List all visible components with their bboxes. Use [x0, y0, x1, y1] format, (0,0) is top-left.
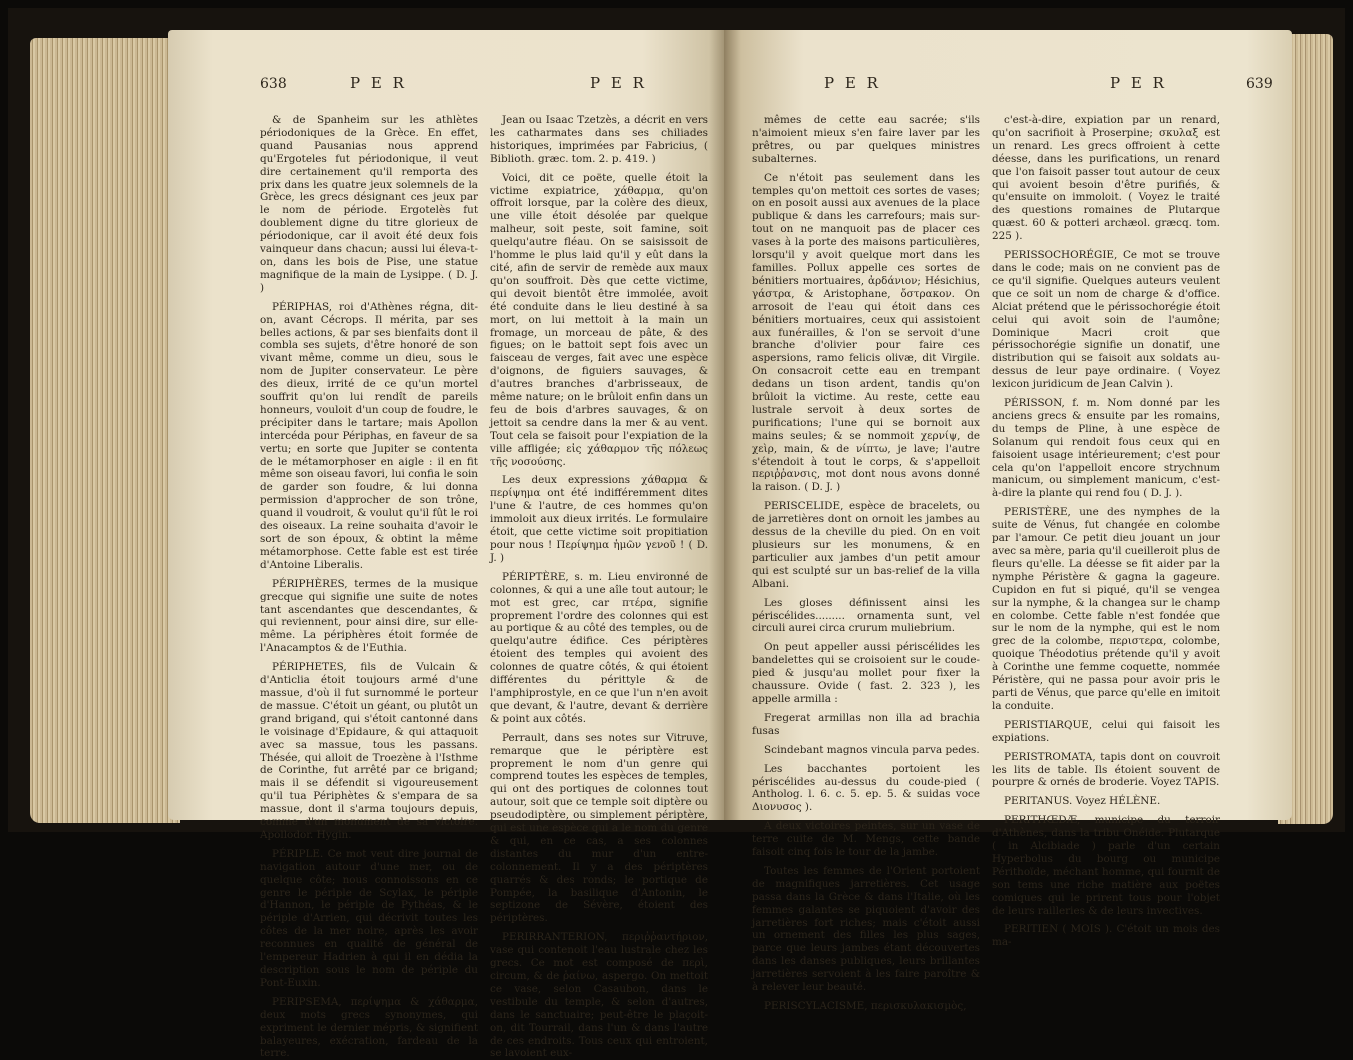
- open-book: [8, 8, 1345, 1060]
- left-page-edges: [30, 38, 180, 823]
- entry-paragraph: PÉRIPHAS, roi d'Athènes régna, dit-on, avant Cécrops. Il mérita, par ses belles actions, & par ses bienfaits dont il combla ses sujets, d'être honoré de son vivant même, comme un dieu, sous le nom de Jupiter conservateur. Le père des dieux, irrité de ce qu'un mortel souffrit qu'on lui rendît de pareils honneurs, vouloit d'un coup de foudre, le précipiter dans le tartare; mais Apollon intercéda pour Périphas, en faveur de sa vertu; en sorte que Jupiter se contenta de le métamorphoser en aigle : il en fit même son oiseau favori, lui confia le soin de garder son foudre, & lui donna permission d'approcher de son trône, quand il voudroit, & voulut qu'il fût le roi des oiseaux. La reine souhaita d'avoir le sort de son époux, & obtint la même métamorphose. Cette fable est est tirée d'Antoine Liberalis.: [260, 300, 478, 571]
- entry-paragraph: PERISSOCHORÉGIE, Ce mot se trouve dans le code; mais on ne convient pas de ce qu'il signifie. Quelques auteurs veulent que ce soit un nom de charge & d'office. Alciat prétend que le périssochorégie étoit celui qui avoit soin de l'aumône; Dominique Macri croit que périssochorégie signifie un donatif, une distribution qui se faisoit aux soldats au-dessus de leur paye ordinaire. ( Voyez lexicon juridicum de Jean Calvin ).: [992, 249, 1220, 391]
- entry-paragraph: Toutes les femmes de l'Orient portoient de magnifiques jarretières. Cet usage passa dans la Grèce & dans l'Italie, où les femmes galantes se piquoient d'avoir des jarretières fort riches; mais c'étoit aussi un ornement des filles les plus sages, parce que leurs jambes étant découvertes dans les danses publiques, leurs brillantes jarretières servoient à les faire paroître & à relever leur beauté.: [752, 864, 980, 994]
- running-head-left-1: P E R: [350, 74, 407, 92]
- entry-paragraph: & de Spanheim sur les athlètes périodoniques de la Grèce. En effet, quand Pausanias nous apprend qu'Ergoteles fut périodonique, il veut dire certainement qu'il remporta des prix dans les quatre jeux solemnels de la Grèce, les grecs désignant ces jeux par le nom de période. Ergotelès fut doublement digne du titre glorieux de périodonique, car il avoit été deux fois vainqueur dans chacun; aussi lui éleva-t-on, dans les bois de Pise, une statue magnifique de la main de Lysippe. ( D. J. ): [260, 114, 478, 294]
- entry-paragraph: PERISCELIDE, espèce de bracelets, ou de jarretières dont on ornoit les jambes au dessus de la cheville du pied. On en voit plusieurs sur les monumens, & en particulier aux jambes d'un petit amour qui est sculpté sur un bas-relief de la villa Albani.: [752, 500, 980, 590]
- entry-paragraph: PERITHŒDÆ, municipe du terroir d'Athènes, dans la tribu Onéide. Plutarque ( in Alcibiade ) parle d'un certain Hyperbolus du bourg ou municipe Périthoïde, méchant homme, qui fournit de son tems une riche matière aux poëtes comiques qui le prirent tous pour l'objet de leurs railleries & de leurs invectives.: [992, 814, 1220, 917]
- running-head-right-1: P E R: [824, 74, 881, 92]
- entry-paragraph: mêmes de cette eau sacrée; s'ils n'aimoient mieux s'en faire laver par les prêtres, ou par quelques ministres subalternes.: [752, 114, 980, 165]
- entry-paragraph: PERIPSEMA, περίψημα & χάθαρμα, deux mots grecs synonymes, qui expriment le dernier mépris, & signifient balayeures, exécration, fardeau de la terre.: [260, 995, 478, 1060]
- page-number-left: 638: [260, 76, 287, 92]
- entry-paragraph: PÉRIPHETES, fils de Vulcain & d'Anticlia étoit toujours armé d'une massue, d'où il fut surnommé le porteur de massue. C'étoit un géant, ou plutôt un grand brigand, qui s'étoit cantonné dans le voisinage d'Epidaure, & qui attaquoit avec sa massue, tous les passans. Thésée, qui alloit de Troezène à l'Isthme de Corinthe, fut arrêté par ce brigand; mais il se défendit si vigoureusement qu'il tua Périphètes & s'empara de sa massue, dont il s'arma toujours depuis, comme d'un monument de sa victoire. Apollodor. Hygin.: [260, 661, 478, 841]
- entry-paragraph: PÉRISSON, f. m. Nom donné par les anciens grecs & ensuite par les romains, du temps de Pline, à une espèce de Solanum qui rendoit fous ceux qui en faisoient usage intérieurement; c'est pour cela qu'on l'appelloit encore strychnum manicum, ou simplement manicum, c'est-à-dire la plante qui rend fou ( D. J. ).: [992, 397, 1220, 500]
- entry-paragraph: PERITANUS. Voyez HÉLÈNE.: [1004, 795, 1161, 808]
- left-page: [168, 30, 726, 1060]
- entry-paragraph: A deux victoires peintes, sur un vase de terre cuite de M. Mengs, cette bande faisoit cinq fois le tour de la jambe.: [752, 820, 980, 859]
- entry-paragraph: Jean ou Isaac Tzetzès, a décrit en vers les catharmates dans ses chiliades historiques, imprimées par Fabricius, ( Biblioth. græc. tom. 2. p. 419. ): [490, 114, 708, 165]
- entry-paragraph: PÉRIPTÈRE, s. m. Lieu environné de colonnes, & qui a une aîle tout autour; le mot est grec, car πτέρα, signifie proprement l'ordre des colonnes qui est au portique & au côté des temples, ou de quelqu'autre édifice. Ces périptères étoient des temples qui avoient des colonnes de quatre côtés, & qui étoient différentes du périttyle & de l'amphiprostyle, en ce que l'un n'en avoit que devant, & l'autre, devant & derrière & point aux côtés.: [490, 570, 708, 725]
- right-page-column-2: [992, 114, 1220, 949]
- right-page: [724, 30, 1292, 1012]
- entry-paragraph: PÉRIPHÈRES, termes de la musique grecque qui signifie une suite de notes tant ascendantes que descendantes, & qui reviennent, pour ainsi dire, sur elle-même. La périphères étoit formée de l'Anacamptos & de l'Euthia.: [260, 577, 478, 655]
- entry-paragraph: Les deux expressions χάθαρμα & περίψημα ont été indifféremment dites l'une & l'autre, de ces hommes qu'on immoloit aux dieux irrités. Le formulaire étoit, que cette victime soit propitiation pour nous ! Περίψημα ἡμῶν γενοῦ ! ( D. J. ): [490, 474, 708, 564]
- right-page-column-1: [752, 114, 980, 1012]
- entry-paragraph: c'est-à-dire, expiation par un renard, qu'on sacrifioit à Proserpine; σκυλαξ est un renard. Les grecs offroient à cette déesse, dans les purifications, un renard que l'on faisoit passer tout autour de ceux qui avoient besoin d'être purifiés, & qu'ensuite on immoloit. ( Voyez le traité des questions romaines de Plutarque quæst. 60 & potteri archæol. græcq. tom. 225 ).: [992, 114, 1220, 243]
- entry-paragraph: PERISTÈRE, une des nymphes de la suite de Vénus, fut changée en colombe par l'amour. Ce petit dieu jouant un jour avec sa mère, paria qu'il cueilleroit plus de fleurs qu'elle. La déesse se fit aider par la nymphe Péristère & gagna la gageure. Cupidon en fut si piqué, qu'il se vengea sur la nymphe, & la changea sur le champ en colombe. Cette fable n'est fondée que sur le nom de la nymphe, qui est le nom grec de la colombe, περιστερα, colombe, quoique Théodotius prétende qu'il y avoit à Corinthe une femme coquette, nommée Péristère, qui ne passa pour avoir pris le parti de Vénus, que parce qu'elle en imitoit la conduite.: [992, 506, 1220, 712]
- page-number-right: 639: [1246, 76, 1273, 92]
- left-page-column-2: [490, 114, 708, 1060]
- entry-paragraph: Voici, dit ce poëte, quelle étoit la victime expiatrice, χάθαρμα, qu'on offroit lorsque, par la colère des dieux, une ville étoit désolée par quelque malheur, soit peste, soit famine, soit quelqu'autre fléau. On se saisissoit de l'homme le plus laid qu'il y eût dans la cité, afin de servir de remède aux maux qu'on souffroit. Dès que cette victime, qui devoit bientôt être immolée, avoit été conduite dans le lieu destiné à sa mort, on lui mettoit à la main un fromage, un morceau de pâte, & des figues; on le battoit sept fois avec un faisceau de verges, fait avec une espèce d'oignons, de figuiers sauvages, & d'autres branches d'arbrisseaux, de même nature; on le brûloit enfin dans un feu de bois d'arbres sauvages, & on jettoit sa cendre dans la mer & au vent. Tout cela se faisoit pour l'expiation de la ville affligée; εἰς χάθαρμον τῆς πόλεως τῆς νοσούσης.: [490, 171, 708, 468]
- entry-paragraph: PERIRRANTERION, περιῤῥαντήριον, vase qui contenoit l'eau lustrale chez les grecs. Ce mot est composé de περὶ, circum, & de ῥαίνω, aspergo. On mettoit ce vase, selon Casaubon, dans le vestibule du temple, & selon d'autres, dans le sanctuaire; peut-être le plaçoit-on, dit Tourrail, dans l'un & dans l'autre de ces endroits. Tous ceux qui entroient, se lavoient eux-: [490, 931, 708, 1060]
- entry-paragraph: On peut appeller aussi périscélides les bandelettes qui se croisoient sur le coude-pied & jusqu'au mollet pour fixer la chaussure. Ovide ( fast. 2. 323 ), les appelle armilla :: [752, 641, 980, 705]
- entry-paragraph: Fregerat armillas non illa ad brachia fusas: [752, 711, 980, 737]
- entry-paragraph: PERITIEN ( MOIS ). C'étoit un mois des ma-: [992, 923, 1220, 949]
- entry-paragraph: Les gloses définissent ainsi les périscélides......... ornamenta sunt, vel circuli aurei circa crurum muliebrium.: [752, 596, 980, 635]
- running-head-left-2: P E R: [590, 74, 647, 92]
- running-head-right-2: P E R: [1110, 74, 1167, 92]
- entry-paragraph: Ce n'étoit pas seulement dans les temples qu'on mettoit ces sortes de vases; on en posoit aussi aux avenues de la place publique & dans les carrefours; mais sur-tout on ne manquoit pas de placer ces vases à la porte des maisons particulières, lorsqu'il y avoit quelque mort dans les familles. Pollux appelle ces sortes de bénitiers mortuaires, ἀρδάνιον; Hésichius, γάστρα, & Aristophane, ὄστρακον. On arrosoit de l'eau qui étoit dans ces bénitiers mortuaires, ceux qui assistoient aux funérailles, & l'on se servoit d'une branche d'olivier pour faire ces aspersions, ramo felicis olivæ, dit Virgile. On consacroit cette eau en trempant dedans un tison ardent, tandis qu'on brûloit la victime. Au reste, cette eau lustrale servoit à deux sortes de purifications; l'une qui se bornoit aux mains seules; & se nommoit χερνίψ, de χεὶρ, main, & de νίπτω, je lave; l'autre s'étendoit à tout le corps, & s'appelloit περιῤῥανσις, mot dont nous avons donné la raison. ( D. J. ): [752, 171, 980, 494]
- left-page-column-1: [260, 114, 478, 1060]
- entry-paragraph: PERISTROMATA, tapis dont on couvroit les lits de table. Ils étoient souvent de pourpre & ornés de broderie. Voyez TAPIS.: [992, 750, 1220, 789]
- entry-paragraph: PÉRIPLE. Ce mot veut dire journal de navigation autour d'une mer, ou de quelque côte; nous connoissons en ce genre le périple de Scylax, le périple d'Hannon, le périple de Pythéas, & le périple d'Arrien, qui décrivit toutes les côtes de la mer noire, après les avoir reconnues en qualité de général de l'empereur Hadrien à qui il en dédia la description sous le nom de périple du Pont-Euxin.: [260, 847, 478, 989]
- entry-paragraph: Perrault, dans ses notes sur Vitruve, remarque que le périptère est proprement le nom d'un genre qui comprend toutes les espèces de temples, qui ont des portiques de colonnes tout autour, soit que ce temple soit diptère ou pseudodiptère, ou simplement périptère, qui est une espèce qui a le nom du genre & qui, en ce cas, a ses colonnes distantes du mur d'un entre-colonnement. Il y a des périptères quarrés & des ronds; le portique de Pompée, la basilique d'Antonin, le septizone de Sévère, étoient des périptères.: [490, 731, 708, 925]
- entry-paragraph: PERISCYLACISME, περισκυλακισμὸς,: [764, 1000, 967, 1012]
- entry-paragraph: Scindebant magnos vincula parva pedes.: [764, 743, 980, 756]
- entry-paragraph: Les bacchantes portoient les périscélides au-dessus du coude-pied ( Antholog. l. 6. c. 5. ep. 5. & suidas voce Διονυσος ).: [752, 762, 980, 814]
- entry-paragraph: PERISTIARQUE, celui qui faisoit les expiations.: [992, 718, 1220, 744]
